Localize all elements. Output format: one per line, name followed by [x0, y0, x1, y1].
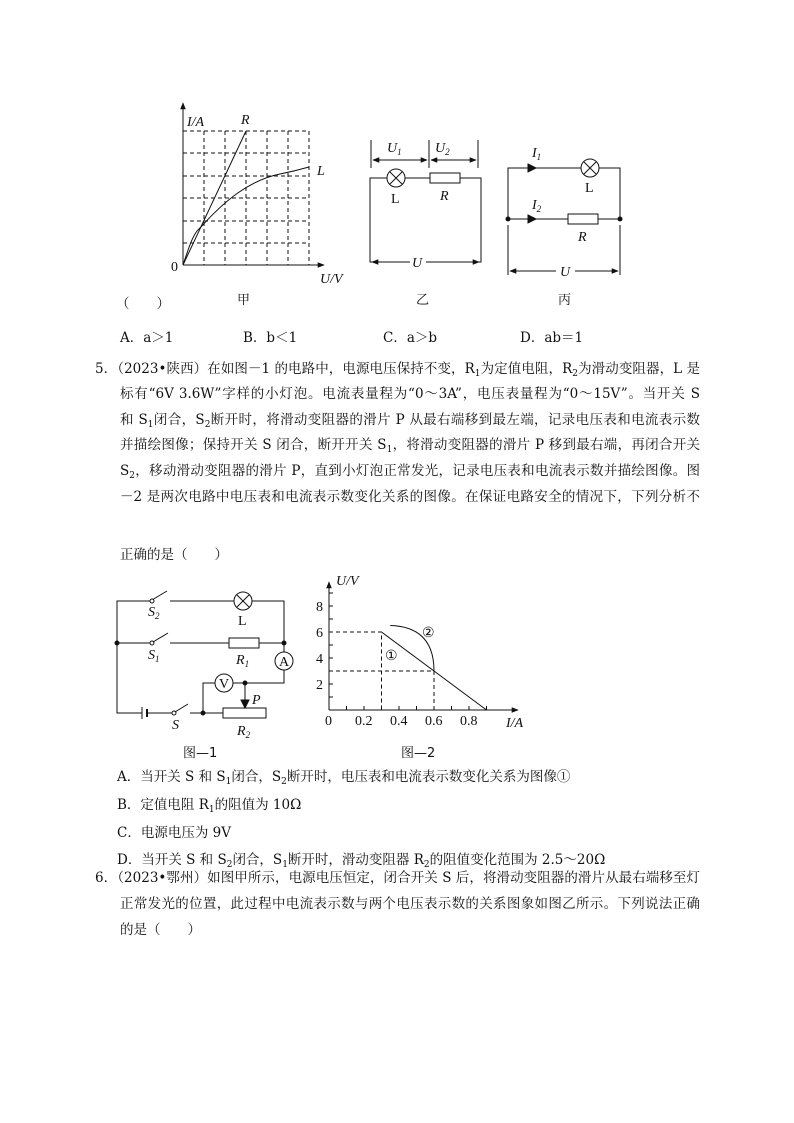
figure-2-chart: [316, 582, 518, 729]
question-line: [120, 490, 700, 505]
q4-answer-blank: （ ）: [116, 296, 170, 312]
subscript: 2: [129, 471, 135, 481]
option-d[interactable]: [520, 330, 583, 346]
figure-1-circuit: [115, 591, 293, 719]
subscript: 1: [147, 420, 154, 430]
subscript: 1: [474, 369, 481, 379]
text-segment: 断开时，滑动变阻器 R: [287, 852, 424, 868]
text-segment: 标有“6V 3.6W”字样的小灯泡。电流表量程为“0～3A”，电压表量程为“0～15V”。当开关 S: [120, 386, 700, 402]
question-line: [120, 413, 700, 428]
switch-s-label: S: [172, 718, 179, 733]
subscript: 1: [208, 805, 215, 815]
voltmeter-label: V: [219, 677, 230, 692]
x-tick-label: 0.2: [355, 714, 373, 729]
x-axis-label: U/V: [320, 272, 343, 287]
series-1-label: ①: [385, 649, 398, 664]
option-text: a＞1: [143, 330, 174, 346]
subscript: 2: [281, 777, 287, 787]
switch-s1-label: $S_1$: [148, 648, 160, 664]
origin-label: 0: [171, 260, 178, 275]
subscript: 2: [423, 860, 430, 870]
text-segment: 闭合，S: [153, 412, 205, 428]
text-segment: ，移动滑动变阻器的滑片 P，直到小灯泡正常发光，记录电压表和电流表示数并描绘图像。图: [134, 463, 700, 479]
subscript: 1: [386, 445, 393, 455]
text-segment: S: [120, 463, 130, 479]
text-segment: 正确的是（ ）: [120, 547, 228, 563]
text-segment: D．当开关 S 和 S: [117, 852, 227, 868]
option-label: C．: [383, 330, 407, 346]
lamp-label: L: [238, 614, 247, 629]
text-segment: 和 S: [120, 412, 148, 428]
question-line: [120, 897, 700, 912]
text-segment: 6．（2023•鄂州）如图甲所示，电源电压恒定，闭合开关 S 后，将滑动变阻器的滑片从最右端移至灯: [95, 870, 700, 886]
resistor-label: R: [578, 230, 587, 245]
option-a[interactable]: [120, 330, 173, 346]
text-segment: 的阻值为 10Ω: [214, 797, 302, 813]
x-tick-label: 0.8: [460, 714, 478, 729]
text-segment: 断开时，将滑动变阻器的滑片 P 从最右端移到最左端，记录电压表和电流表示数: [210, 412, 700, 428]
text-segment: 的是（ ）: [120, 922, 201, 938]
resistor-label: R: [440, 189, 449, 204]
option-label: A．: [120, 330, 144, 346]
text-segment: ，将滑动变阻器的滑片 P 移到最右端，再闭合开关: [392, 437, 700, 453]
subscript: 1: [282, 860, 288, 870]
caption-bing: 丙: [558, 293, 572, 308]
resistor-r2-icon: [223, 708, 266, 718]
answer-option[interactable]: [117, 798, 301, 813]
resistor-r2-label: $R_2$: [237, 724, 251, 740]
resistor-icon: [568, 214, 598, 224]
figure-bing-circuit: [506, 159, 622, 275]
subscript: 2: [204, 420, 211, 430]
figure-yi-circuit: [370, 140, 481, 262]
question-line: [120, 923, 201, 938]
option-label: D．: [520, 330, 545, 346]
ammeter-label: A: [279, 655, 290, 670]
answer-option[interactable]: [117, 826, 231, 841]
answer-option[interactable]: [117, 853, 605, 868]
u1-label: $U_1$: [387, 141, 402, 157]
lamp-label: L: [585, 181, 594, 196]
text-segment: 并描绘图像；保持开关 S 闭合，断开开关 S: [120, 437, 387, 453]
text-segment: A．当开关 S 和 S: [117, 769, 226, 785]
text-segment: 正常发光的位置，此过程中电流表示数与两个电压表示数的关系图象如图乙所示。下列说法正确: [120, 896, 700, 912]
question-line: [120, 548, 228, 563]
question-line: [95, 362, 700, 377]
option-text: b＜1: [266, 330, 298, 346]
figure-jia-graph: [183, 103, 324, 265]
caption-yi: 乙: [416, 293, 430, 308]
text-segment: －2 是两次电路中电压表和电流表示数变化关系的图像。在保证电路安全的情况下，下列分析不: [120, 489, 700, 505]
question-line: [95, 871, 700, 886]
text-segment: 闭合，S: [231, 769, 282, 785]
x-tick-label: 0.6: [425, 714, 443, 729]
y-tick-label: 6: [316, 626, 323, 641]
series-2-label: ②: [422, 626, 435, 641]
chart-y-label: U/V: [336, 574, 359, 589]
voltage-label: U: [412, 256, 423, 271]
option-text: a＞b: [406, 330, 438, 346]
switch-s2-label: $S_2$: [148, 605, 160, 621]
question-line: [120, 438, 700, 453]
caption-fig1: 图—1: [183, 746, 218, 761]
subscript: 2: [572, 369, 578, 379]
option-text: ab＝1: [544, 330, 584, 346]
text-segment: 为滑动变阻器，L 是: [578, 361, 701, 377]
text-segment: 闭合，S: [232, 852, 283, 868]
text-segment: 断开时，电压表和电流表示数变化关系为图像①: [286, 769, 571, 785]
voltage-label: U: [560, 265, 571, 280]
dashed-guide: [329, 671, 434, 710]
text-segment: 为定值电阻，R: [480, 361, 573, 377]
resistor-r1-icon: [229, 638, 259, 648]
text-segment: 5．（2023•陕西）在如图－1 的电路中，电源电压保持不变，R: [95, 361, 475, 377]
lamp-label: L: [391, 192, 400, 207]
x-tick-label: 0.4: [390, 714, 408, 729]
x-tick-label: 0: [325, 714, 332, 729]
answer-option[interactable]: [117, 770, 570, 785]
u2-label: $U_2$: [435, 141, 450, 157]
y-axis-label: I/A: [187, 115, 205, 130]
curve-r-label: R: [241, 113, 250, 128]
text-segment: C．电源电压为 9V: [117, 825, 231, 841]
curve-l-label: L: [317, 164, 325, 179]
y-tick-label: 2: [316, 678, 323, 693]
caption-jia: 甲: [237, 293, 251, 308]
slider-p-label: P: [252, 693, 261, 708]
option-b[interactable]: [243, 330, 297, 346]
option-c[interactable]: [383, 330, 437, 346]
subscript: 2: [226, 860, 233, 870]
question-line: [120, 464, 700, 479]
i2-label: $I_2$: [532, 198, 542, 214]
question-line: [120, 387, 700, 402]
y-tick-label: 4: [316, 652, 323, 667]
subscript: 1: [225, 777, 232, 787]
option-label: B．: [243, 330, 267, 346]
i1-label: $I_1$: [532, 146, 542, 162]
text-segment: B．定值电阻 R: [117, 797, 209, 813]
resistor-icon: [430, 173, 460, 183]
y-tick-label: 8: [316, 600, 323, 615]
resistor-r1-label: $R_1$: [236, 653, 250, 669]
text-segment: 的阻值变化范围为 2.5～20Ω: [429, 852, 606, 868]
caption-fig2: 图—2: [401, 746, 436, 761]
chart-x-label: I/A: [506, 716, 524, 731]
